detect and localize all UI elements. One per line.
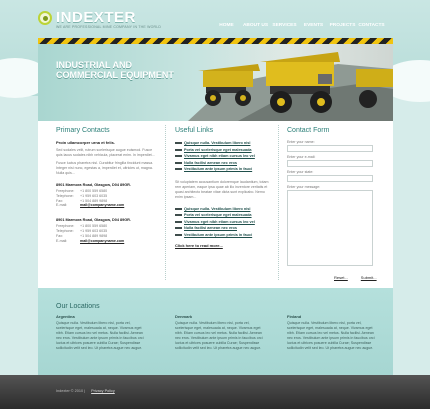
- nav-events[interactable]: EVENTS: [303, 23, 324, 28]
- contact-label: Freephone:: [56, 189, 75, 193]
- locations-section: [38, 288, 393, 375]
- nav-projects[interactable]: PROJECTS: [329, 23, 356, 28]
- contact-label: Fax:: [56, 233, 63, 238]
- contact-label: E-mail:: [56, 238, 68, 243]
- link-text: Quisque nulla. Vestibulum libero nisl: [184, 206, 251, 211]
- useful-links-title: Useful Links: [175, 127, 214, 134]
- contact-row: [56, 203, 156, 208]
- contact-label: Fax:: [56, 198, 63, 203]
- location-name: Denmark: [175, 314, 193, 319]
- name-field[interactable]: [287, 145, 373, 152]
- contact-value: +1 800 559 6580: [80, 189, 108, 193]
- link-text: Quisque nulla. Vestibulum libero nisl: [184, 141, 251, 145]
- email-field[interactable]: [287, 160, 373, 167]
- contact-value: +1 504 889 9898: [80, 233, 108, 238]
- contact-form-column: [287, 127, 387, 287]
- state-field-label: Enter your state:: [287, 170, 314, 174]
- footer-text: [56, 389, 115, 393]
- state-field[interactable]: [287, 175, 373, 182]
- primary-contacts-paragraph: Sed sodales velit, rutrum scelerisque augue euismod. Fusce quis lacus sodales nibh vehicula, placerat enim. In imperdiet...: [56, 148, 155, 157]
- privacy-policy-link[interactable]: Privacy Policy: [91, 389, 115, 393]
- address-title: 8901 Marmora Road, Glasgow, D04 89GR.: [56, 218, 131, 223]
- mining-trucks-image: [38, 44, 393, 121]
- copyright: Indexter © 2010 |: [56, 389, 86, 393]
- read-more-link[interactable]: Click here to read more...: [175, 243, 223, 248]
- location-item: [175, 314, 263, 351]
- hero-banner: [38, 44, 393, 121]
- location-name: Argentina: [56, 314, 75, 319]
- arrow-bullet-icon: [175, 168, 182, 170]
- location-text: Quisque nulla. Vestibulum libero nisl, porta vel, scelerisque eget, malesuada at, neque. Vivamus eget nibh. Etiam cursus leo vel metus. Nulla facilisi. Aenean nec eros. Vestibulum ante ipsum primis in faucibus orci luctus et ultrices posuere cubilia Curae; Suspendisse sollicitudin velit sed leo. Ut pharetra augue nec augue.: [287, 321, 375, 350]
- useful-link[interactable]: [175, 166, 273, 173]
- contact-form-title: Contact Form: [287, 127, 330, 134]
- primary-contacts-title: Primary Contacts: [56, 127, 110, 134]
- link-text: Vestibulum ante ipsum primis in fauci: [184, 167, 253, 171]
- link-text: Nulla facilisi aenean nec eros: [184, 226, 237, 230]
- contact-label: Telephone:: [56, 228, 74, 233]
- locations-title: Our Locations: [56, 303, 100, 310]
- contact-value: +1 959 603 6035: [80, 193, 108, 198]
- location-text: Quisque nulla. Vestibulum libero nisl, porta vel, scelerisque eget, malesuada at, neque. Vivamus eget nibh. Etiam cursus leo vel metus. Nulla facilisi. Aenean nec eros. Vestibulum ante ipsum primis in faucibus orci luctus et ultrices posuere cubilia Curae; Suspendisse sollicitudin velit sed leo. Ut pharetra augue nec augue.: [56, 321, 144, 350]
- location-item: [287, 314, 375, 351]
- reset-button[interactable]: Reset...: [334, 275, 348, 280]
- link-text: Vivamus eget nibh etiam cursus leo vel: [184, 219, 255, 224]
- arrow-bullet-icon: [175, 149, 182, 151]
- main-nav: [212, 23, 386, 28]
- location-name: Finland: [287, 314, 302, 319]
- logo-text: INDEXTER: [56, 9, 136, 26]
- arrow-bullet-icon: [175, 234, 182, 236]
- arrow-bullet-icon: [175, 227, 182, 229]
- address-title: 8901 Marmora Road, Glasgow, D04 89GR.: [56, 183, 131, 187]
- useful-links-paragraph: Sit voluptatem accusantium doloremque laudantium, totam rem aperiam, eaque ipsa quae ab illo inventore veritatis et quasi architecto beatae vitae dicta sunt explicabo. Nemo enim ipsam...: [175, 179, 269, 199]
- logo[interactable]: [38, 9, 136, 26]
- arrow-bullet-icon: [175, 208, 182, 210]
- contact-value: +1 504 889 9898: [80, 198, 108, 203]
- message-field-label: Enter your message:: [287, 185, 321, 189]
- location-item: [56, 314, 144, 351]
- link-text: Vestibulum ante ipsum primis in fauci: [184, 232, 253, 237]
- submit-button[interactable]: Submit...: [360, 275, 377, 280]
- contact-label: E-mail:: [56, 203, 68, 208]
- primary-contacts-column: [56, 127, 156, 243]
- contact-value: +1 959 603 6035: [80, 228, 108, 233]
- primary-contacts-lead: Proin ullamcorper urna et felis.: [56, 140, 115, 145]
- link-text: Porta vel scelerisque eget malesuada: [184, 213, 252, 217]
- link-text: Nulla facilisi aenean nec eros: [184, 160, 237, 165]
- contact-label: Freephone:: [56, 224, 75, 229]
- arrow-bullet-icon: [175, 221, 182, 223]
- arrow-bullet-icon: [175, 214, 182, 216]
- location-text: Quisque nulla. Vestibulum libero nisl, porta vel, scelerisque eget, malesuada at, neque. Vivamus eget nibh. Etiam cursus leo vel metus. Nulla facilisi. Aenean nec eros. Vestibulum ante ipsum primis in faucibus orci luctus et ultrices posuere cubilia Curae; Suspendisse sollicitudin velit sed leo. Ut pharetra augue nec augue.: [175, 321, 263, 350]
- link-text: Vivamus eget nibh etiam cursus leo vel: [184, 154, 255, 158]
- banner-title-line2: COMMERCIAL EQUIPMENT: [56, 70, 174, 80]
- arrow-bullet-icon: [175, 155, 182, 157]
- email-field-label: Enter your e-mail:: [287, 155, 316, 159]
- content-panel: [38, 121, 393, 288]
- column-divider: [278, 125, 279, 280]
- email-link[interactable]: mail@companyname.com: [80, 203, 125, 208]
- nav-services[interactable]: SERVICES: [272, 23, 297, 28]
- form-buttons: [334, 275, 390, 280]
- arrow-bullet-icon: [175, 142, 182, 144]
- nav-contacts[interactable]: CONTACTS: [358, 23, 385, 28]
- logo-icon: [38, 11, 52, 25]
- primary-contacts-paragraph: Fusce luctus pharetra nisl. Curabitur fringilla tincidunt massa. Integer nisi nunc, egestas a, imperdiet et, ultricies ut, magna. Nulla quis...: [56, 161, 154, 175]
- name-field-label: Enter your name:: [287, 140, 315, 144]
- nav-home[interactable]: HOME: [219, 23, 234, 28]
- slogan: WE ARE PROFESSIONAL MINE COMPANY IN THE WORLD: [56, 25, 162, 29]
- email-link[interactable]: mail@companyname.com: [80, 238, 125, 243]
- contact-value: +1 800 559 6580: [80, 224, 108, 229]
- arrow-bullet-icon: [175, 162, 182, 164]
- contact-label: Telephone:: [56, 193, 74, 198]
- useful-link[interactable]: [175, 232, 273, 239]
- link-text: Porta vel scelerisque eget malesuada: [184, 147, 252, 152]
- banner-title: [56, 60, 174, 80]
- contact-row: [56, 239, 156, 244]
- banner-title-line1: INDUSTRIAL AND: [56, 60, 132, 70]
- useful-links-column: [175, 127, 273, 248]
- column-divider: [165, 125, 166, 280]
- nav-about-us[interactable]: ABOUT US: [242, 23, 269, 28]
- message-textarea[interactable]: [287, 190, 373, 266]
